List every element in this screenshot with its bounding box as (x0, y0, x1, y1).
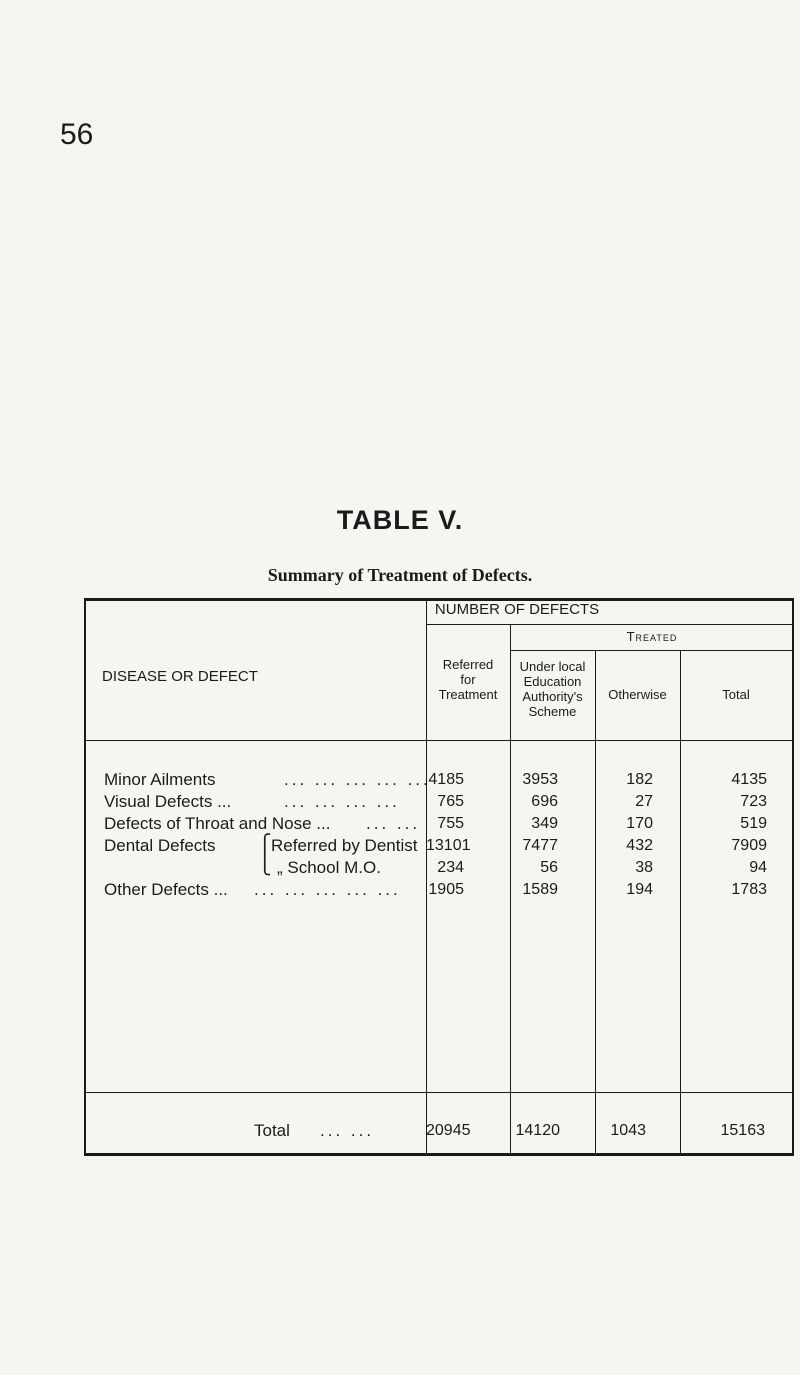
otherwise-header: Otherwise (608, 687, 667, 702)
defects-table (84, 598, 794, 1156)
under-scheme-value: 3953 (522, 771, 558, 788)
row-leader-dots: ... ... ... ... ... (254, 880, 401, 899)
brace-bottom-icon: ⎩ (258, 855, 272, 875)
referred-value: 1905 (428, 881, 464, 898)
total-referred-value: 20945 (426, 1122, 471, 1139)
total-otherwise-value: 1043 (610, 1122, 646, 1139)
referred-header: Referred for Treatment (438, 657, 498, 702)
total-header: Total (722, 687, 750, 702)
treated-header: Treated (626, 629, 678, 644)
number-of-defects-header: NUMBER OF DEFECTS (434, 601, 600, 618)
referred-value: 765 (437, 793, 464, 810)
table-title: TABLE V. (336, 505, 464, 535)
total-value: 4135 (731, 771, 767, 788)
otherwise-value: 27 (635, 793, 653, 810)
referred-value: 13101 (426, 837, 471, 854)
total-value: 94 (749, 859, 767, 876)
row-label: Dental Defects (104, 836, 216, 855)
treated-header-rule (510, 650, 794, 651)
col-divider-under (595, 650, 596, 1156)
dental-sub-label: Referred by Dentist (271, 836, 418, 855)
otherwise-value: 182 (626, 771, 653, 788)
table-left-border (84, 598, 86, 1156)
row-label: Defects of Throat and Nose ... (104, 814, 331, 833)
row-leader-dots: ... ... ... ... (284, 792, 400, 811)
otherwise-value: 432 (626, 837, 653, 854)
referred-value: 755 (437, 815, 464, 832)
total-row-label: Total (254, 1121, 290, 1140)
total-total-value: 15163 (720, 1122, 765, 1139)
otherwise-value: 194 (626, 881, 653, 898)
table-right-border (792, 598, 794, 1156)
total-under-scheme-value: 14120 (515, 1122, 560, 1139)
page-number: 56 (60, 118, 94, 151)
under-scheme-header: Under local Education Authority's Scheme (519, 659, 586, 719)
row-leader-dots: ... ... (366, 814, 421, 833)
under-scheme-value: 56 (540, 859, 558, 876)
disease-header: DISEASE OR DEFECT (102, 668, 258, 685)
dental-sub-label: „ School M.O. (277, 858, 381, 877)
col-divider-otherwise (680, 650, 681, 1156)
table-subtitle: Summary of Treatment of Defects. (267, 565, 533, 585)
otherwise-value: 170 (626, 815, 653, 832)
total-value: 1783 (731, 881, 767, 898)
row-label: Visual Defects ... (104, 792, 232, 811)
total-value: 7909 (731, 837, 767, 854)
total-top-rule (84, 1092, 794, 1093)
row-label: Other Defects ... (104, 880, 228, 899)
total-value: 723 (740, 793, 767, 810)
number-header-rule (426, 624, 794, 625)
row-label: Minor Ailments (104, 770, 216, 789)
referred-value: 234 (437, 859, 464, 876)
total-row-dots: ... ... (320, 1121, 375, 1140)
table-bottom-rule (84, 1153, 794, 1156)
under-scheme-value: 7477 (522, 837, 558, 854)
brace-top-icon: ⎧ (258, 834, 272, 854)
row-leader-dots: ... ... ... ... ... (284, 770, 431, 789)
otherwise-value: 38 (635, 859, 653, 876)
under-scheme-value: 349 (531, 815, 558, 832)
header-bottom-rule (84, 740, 794, 741)
under-scheme-value: 696 (531, 793, 558, 810)
under-scheme-value: 1589 (522, 881, 558, 898)
total-value: 519 (740, 815, 767, 832)
referred-value: 4185 (428, 771, 464, 788)
